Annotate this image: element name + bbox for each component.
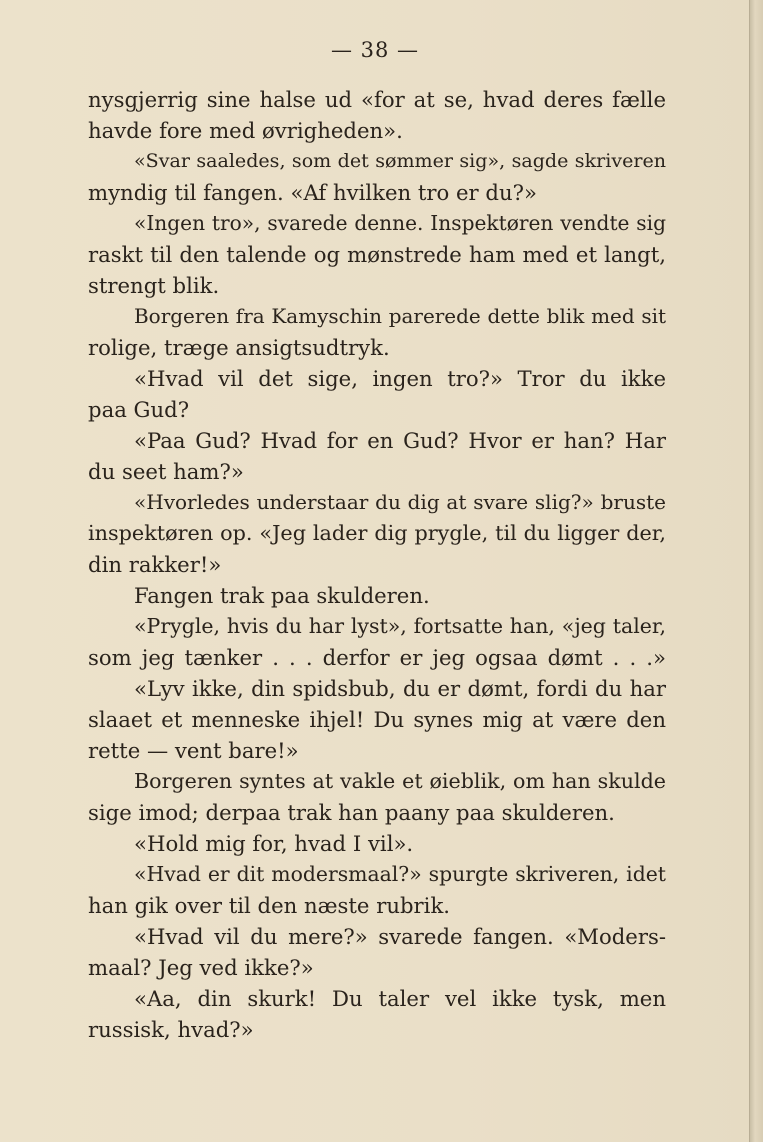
text-line: «Paa Gud? Hvad for en Gud? Hvor er han? Har [134,428,666,453]
text-line: som jeg tænker . . . derfor er jeg ogsaa dømt . . .» [88,645,666,670]
text-line: sige imod; derpaa trak han paany paa skulderen. [88,800,615,825]
text-line: russisk, hvad?» [88,1017,254,1042]
text-line: paa Gud? [88,397,190,422]
text-line: «Ingen tro», svarede denne. Inspektøren vendte sig [134,211,666,235]
text-line: «Hvad vil det sige, ingen tro?» Tror du ikke [134,366,666,391]
text-line: inspektøren op. «Jeg lader dig prygle, til du ligger der, [88,521,666,545]
page-number: — 38 — [330,38,420,62]
text-line: «Hvorledes understaar du dig at svare slig?» bruste [134,490,666,514]
text-line: slaaet et menneske ihjel! Du synes mig at være den [88,707,666,732]
text-line: «Svar saaledes, som det sømmer sig», sagde skriveren [134,150,666,172]
text-line: han gik over til den næste rubrik. [88,893,451,918]
text-line: rolige, træge ansigtsudtryk. [88,335,390,360]
body-text [88,84,666,1045]
text-line: «Aa, din skurk! Du taler vel ikke tysk, men [134,986,666,1011]
text-line: du seet ham?» [88,459,244,484]
text-line: nysgjerrig sine halse ud «for at se, hvad deres fælle [88,87,666,112]
text-line: Borgeren syntes at vakle et øieblik, om han skulde [134,769,666,793]
text-line: myndig til fangen. «Af hvilken tro er du?» [88,180,537,205]
text-line: din rakker!» [88,552,222,577]
text-line: Fangen trak paa skulderen. [134,583,430,608]
text-line: raskt til den talende og mønstrede ham med et langt, [88,242,666,267]
page-edge [749,0,763,1142]
text-line: strengt blik. [88,273,220,298]
text-line: maal? Jeg ved ikke?» [88,955,314,980]
text-line: «Hold mig for, hvad I vil». [134,831,414,856]
text-line: «Lyv ikke, din spidsbub, du er dømt, fordi du har [134,676,666,701]
text-line: Borgeren fra Kamyschin parerede dette blik med sit [134,304,666,328]
text-line: havde fore med øvrigheden». [88,118,403,143]
text-line: «Prygle, hvis du har lyst», fortsatte han, «jeg taler, [134,614,666,638]
text-line: rette — vent bare!» [88,738,299,763]
text-line: «Hvad vil du mere?» svarede fangen. «Moders- [134,924,666,949]
text-line: «Hvad er dit modersmaal?» spurgte skriveren, idet [134,862,666,886]
